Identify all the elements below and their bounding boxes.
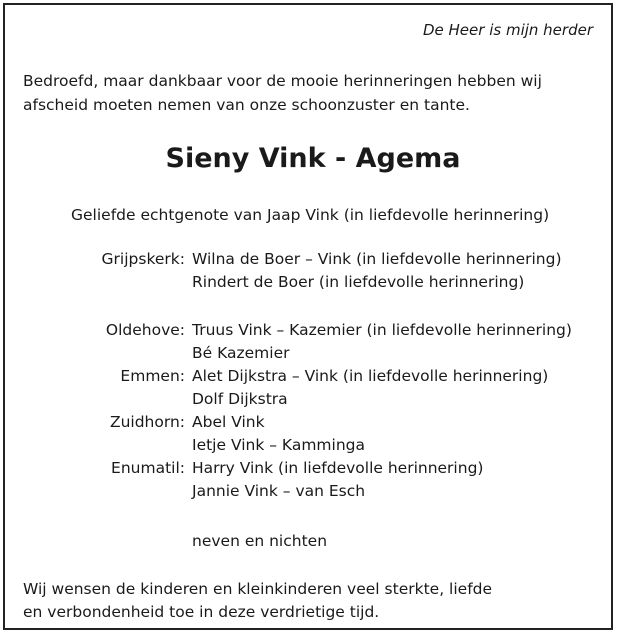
family-group-oldehove [5, 319, 620, 365]
family-member: Jannie Vink – van Esch [192, 482, 366, 500]
family-row [5, 365, 620, 388]
closing-line-2: en verbondenheid toe in deze verdrietige tijd. [23, 603, 380, 621]
intro-text [23, 69, 603, 117]
place-label: Enumatil: [111, 459, 185, 477]
place-label: Grijpskerk: [101, 250, 185, 268]
family-row [5, 411, 620, 434]
place-label: Emmen: [120, 367, 185, 385]
announcement-frame [3, 3, 613, 630]
closing-text [23, 578, 492, 624]
family-row [5, 530, 620, 553]
intro-line-2: afscheid moeten nemen van onze schoonzuster en tante. [23, 96, 470, 114]
place-label: Zuidhorn: [109, 413, 185, 431]
family-member: Dolf Dijkstra [192, 390, 288, 408]
family-member: Rindert de Boer (in liefdevolle herinnering) [192, 273, 525, 291]
family-row [5, 248, 620, 271]
deceased-name: Sieny Vink - Agema [165, 143, 461, 174]
spouse-line: Geliefde echtgenote van Jaap Vink (in liefdevolle herinnering) [71, 206, 550, 224]
family-member: Bé Kazemier [192, 344, 290, 362]
family-row [5, 271, 620, 294]
family-row [5, 388, 620, 411]
motto: De Heer is mijn herder [422, 21, 593, 39]
nephews-nieces-group [5, 530, 620, 553]
place-label: Oldehove: [105, 321, 185, 339]
family-member: Harry Vink (in liefdevolle herinnering) [192, 459, 484, 477]
family-group-zuidhorn [5, 411, 620, 457]
family-row [5, 342, 620, 365]
family-row [5, 434, 620, 457]
family-group-enumatil [5, 457, 620, 503]
family-group-emmen [5, 365, 620, 411]
family-member: Truus Vink – Kazemier (in liefdevolle herinnering) [192, 321, 572, 339]
family-row [5, 457, 620, 480]
family-member: Alet Dijkstra – Vink (in liefdevolle herinnering) [192, 367, 549, 385]
nephews-nieces: neven en nichten [192, 532, 328, 550]
family-member: Wilna de Boer – Vink (in liefdevolle herinnering) [192, 250, 562, 268]
family-member: Abel Vink [192, 413, 265, 431]
intro-line-1: Bedroefd, maar dankbaar voor de mooie herinneringen hebben wij [23, 72, 542, 90]
family-group-grijpskerk [5, 248, 620, 294]
family-row [5, 319, 620, 342]
family-member: Ietje Vink – Kamminga [192, 436, 365, 454]
family-row [5, 480, 620, 503]
closing-line-1: Wij wensen de kinderen en kleinkinderen veel sterkte, liefde [23, 580, 493, 598]
